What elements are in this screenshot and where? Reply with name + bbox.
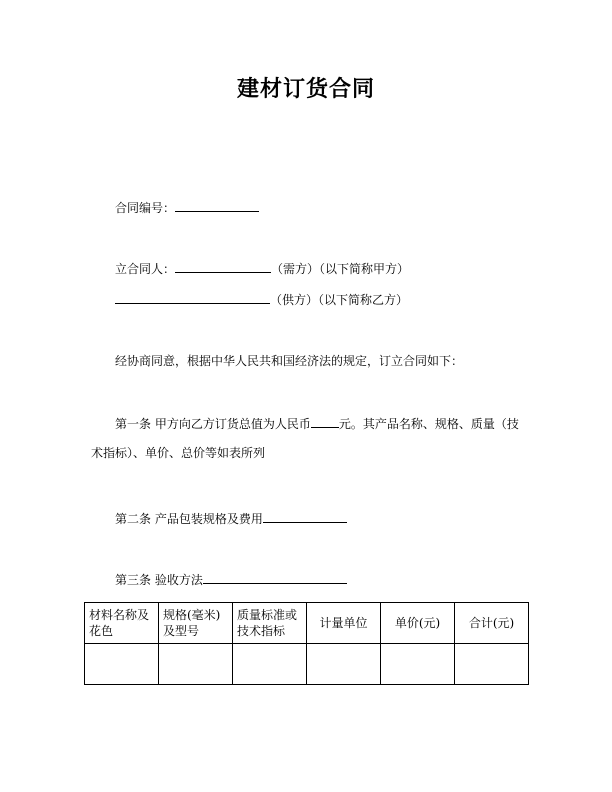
article-2-line xyxy=(115,509,347,527)
seller-name-blank[interactable] xyxy=(115,290,270,304)
buyer-name-blank[interactable] xyxy=(175,259,271,273)
header-unit-price: 单价(元) xyxy=(381,603,455,644)
seller-line xyxy=(115,290,408,308)
table-cell[interactable] xyxy=(159,644,233,685)
table-header-row xyxy=(85,603,529,644)
packaging-blank[interactable] xyxy=(263,509,347,523)
goods-table xyxy=(84,602,529,685)
seller-suffix: （供方）（以下简称乙方） xyxy=(270,293,409,307)
article-3-line xyxy=(115,570,347,588)
total-amount-blank[interactable] xyxy=(311,414,339,428)
buyer-line xyxy=(115,259,409,277)
table-cell[interactable] xyxy=(85,644,159,685)
inspection-method-blank[interactable] xyxy=(203,570,347,584)
preamble: 经协商同意，根据中华人民共和国经济法的规定，订立合同如下： xyxy=(115,354,464,368)
table-cell[interactable] xyxy=(307,644,381,685)
header-total: 合计(元) xyxy=(455,603,529,644)
article-1-text-a: 第一条 甲方向乙方订货总值为人民币 xyxy=(115,417,311,431)
contract-number-label: 合同编号： xyxy=(115,201,176,215)
article-2-text: 第二条 产品包装规格及费用 xyxy=(115,512,263,526)
table-cell[interactable] xyxy=(233,644,307,685)
contract-number-blank[interactable] xyxy=(175,198,259,212)
article-1-line-1 xyxy=(115,414,519,432)
article-1-text-b: 元。其产品名称、规格、质量（技 xyxy=(338,417,519,431)
header-material-name: 材料名称及花色 xyxy=(85,603,159,644)
buyer-suffix: （需方）（以下简称甲方） xyxy=(271,262,410,276)
table-cell[interactable] xyxy=(381,644,455,685)
document-title: 建材订货合同 xyxy=(236,77,375,102)
table-row xyxy=(85,644,529,685)
contract-number-line xyxy=(115,198,259,216)
article-1-line-2: 术指标）、单价、总价等如表所列 xyxy=(91,446,266,460)
parties-label: 立合同人： xyxy=(115,262,176,276)
header-unit: 计量单位 xyxy=(307,603,381,644)
table-cell[interactable] xyxy=(455,644,529,685)
header-quality-standard: 质量标准或技术指标 xyxy=(233,603,307,644)
article-3-text: 第三条 验收方法 xyxy=(115,573,203,587)
header-spec-model: 规格(毫米)及型号 xyxy=(159,603,233,644)
